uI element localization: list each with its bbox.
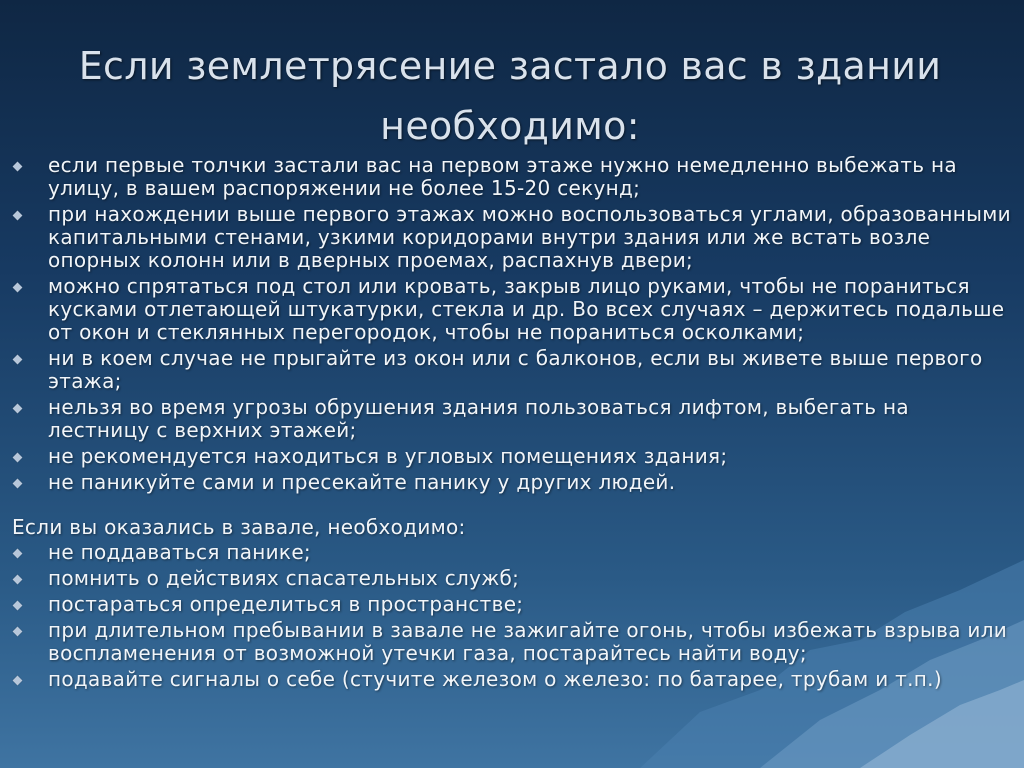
- list-item: [12, 567, 1012, 590]
- list-item: [12, 275, 1012, 344]
- diamond-icon: [13, 549, 23, 559]
- list-item-text: не поддаваться панике;: [48, 540, 311, 564]
- list-item-text: не паникуйте сами и пресекайте панику у других людей.: [48, 470, 676, 494]
- diamond-icon: [13, 601, 23, 611]
- list-item: [12, 203, 1012, 272]
- rubble-heading: Если вы оказались в завале, необходимо:: [12, 515, 466, 539]
- list-item-text: если первые толчки застали вас на первом этаже нужно немедленно выбежать на улицу, в вашем распоряжении не более 15-20 секунд;: [48, 153, 957, 200]
- list-item: [12, 619, 1012, 665]
- list-item-text: при длительном пребывании в завале не зажигайте огонь, чтобы избежать взрыва или воспламенения от возможной утечки газа, постарайтесь найти воду;: [48, 618, 1008, 665]
- list-item: [12, 471, 1012, 494]
- list-item: [12, 347, 1012, 393]
- building-list: [12, 154, 1012, 494]
- diamond-icon: [13, 355, 23, 365]
- diamond-icon: [13, 211, 23, 221]
- list-item: [12, 445, 1012, 468]
- diamond-icon: [13, 283, 23, 293]
- list-item-text: можно спрятаться под стол или кровать, закрыв лицо руками, чтобы не пораниться кусками отлетающей штукатурки, стекла и др. Во всех случаях – держитесь подальше от окон и стеклянных перегородок, чтобы не пораниться осколками;: [48, 274, 1005, 344]
- list-item: [12, 593, 1012, 616]
- list-item-text: постараться определиться в пространстве;: [48, 592, 524, 616]
- list-item: [12, 541, 1012, 564]
- list-item-text: помнить о действиях спасательных служб;: [48, 566, 520, 590]
- diamond-icon: [13, 676, 23, 686]
- diamond-icon: [13, 453, 23, 463]
- diamond-icon: [13, 162, 23, 172]
- diamond-icon: [13, 575, 23, 585]
- diamond-icon: [13, 404, 23, 414]
- diamond-icon: [13, 627, 23, 637]
- slide-content: [12, 154, 1012, 694]
- list-item: [12, 396, 1012, 442]
- list-item-text: при нахождении выше первого этажах можно воспользоваться углами, образованными капитальными стенами, узкими коридорами внутри здания или же встать возле опорных колонн или в дверных проемах, распахнув двери;: [48, 202, 1011, 272]
- slide-title: Если землетрясение застало вас в здании необходимо:: [78, 44, 942, 148]
- list-item: [12, 154, 1012, 200]
- diamond-icon: [13, 479, 23, 489]
- list-item: [12, 668, 1012, 691]
- list-item-text: подавайте сигналы о себе (стучите железом о железо: по батарее, трубам и т.п.): [48, 667, 942, 691]
- rubble-list: [12, 541, 1012, 691]
- list-item-text: нельзя во время угрозы обрушения здания пользоваться лифтом, выбегать на лестницу с верхних этажей;: [48, 395, 909, 442]
- list-item-text: ни в коем случае не прыгайте из окон или с балконов, если вы живете выше первого этажа;: [48, 346, 983, 393]
- list-item-text: не рекомендуется находиться в угловых помещениях здания;: [48, 444, 728, 468]
